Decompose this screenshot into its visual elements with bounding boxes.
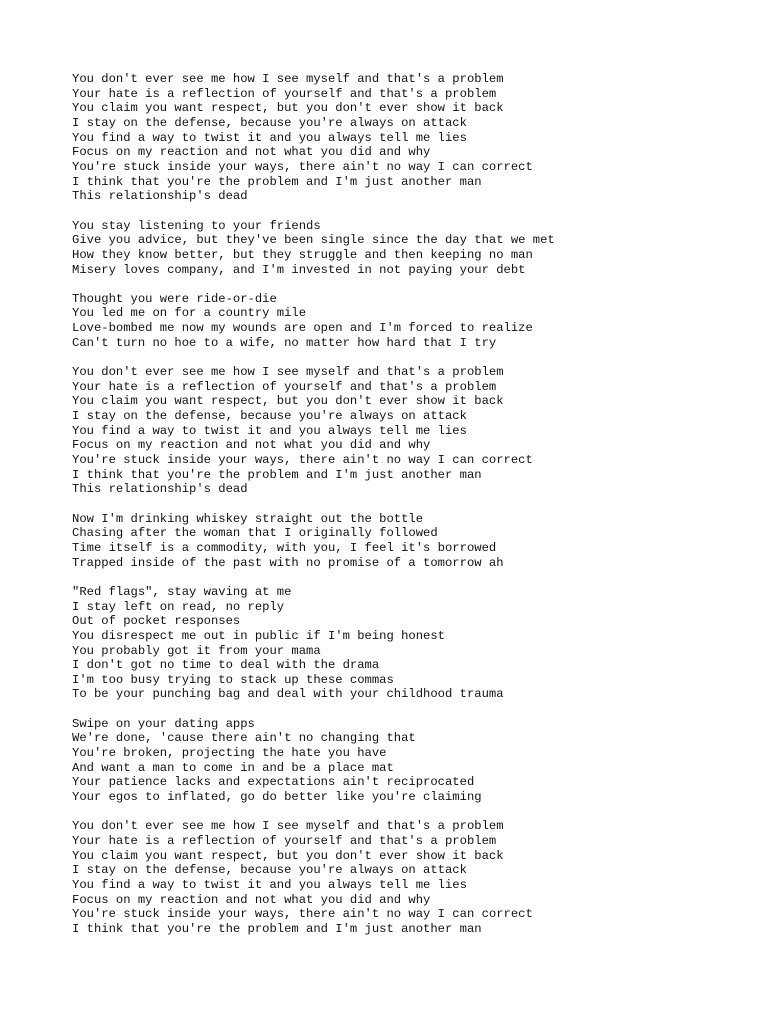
lyric-line: Trapped inside of the past with no promise of a tomorrow ah [72,555,504,570]
lyric-line: You find a way to twist it and you always tell me lies [72,423,467,438]
lyric-line: And want a man to come in and be a place mat [72,760,394,775]
lyric-line: Swipe on your dating apps [72,716,255,731]
lyric-line: "Red flags", stay waving at me [72,584,292,599]
lyric-line: We're done, 'cause there ain't no changing that [72,731,416,746]
lyric-line: Thought you were ride-or-die [72,291,277,306]
lyric-line: I stay on the defense, because you're always on attack [72,863,467,878]
lyric-line: You stay listening to your friends [72,218,321,233]
lyric-line: How they know better, but they struggle and then keeping no man [72,247,533,262]
lyric-line: You claim you want respect, but you don't ever show it back [72,848,504,863]
lyric-line: You disrespect me out in public if I'm being honest [72,628,445,643]
lyric-line: This relationship's dead [72,189,248,204]
lyric-line: Your hate is a reflection of yourself and that's a problem [72,379,497,394]
lyric-line: I don't got no time to deal with the drama [72,658,380,673]
lyric-line: You find a way to twist it and you always tell me lies [72,877,467,892]
lyric-line: You find a way to twist it and you always tell me lies [72,130,467,145]
stanza [72,512,752,571]
lyric-line: You're stuck inside your ways, there ain't no way I can correct [72,907,533,922]
stanza [72,292,752,351]
lyric-line: I stay on the defense, because you're always on attack [72,115,467,130]
lyric-line: You led me on for a country mile [72,306,307,321]
lyric-line: Your hate is a reflection of yourself and that's a problem [72,86,497,101]
lyric-line: Love-bombed me now my wounds are open and I'm forced to realize [72,321,533,336]
lyric-line: Your hate is a reflection of yourself and that's a problem [72,834,497,849]
lyric-line: You don't ever see me how I see myself and that's a problem [72,819,504,834]
stanza [72,219,752,278]
lyric-line: I stay on the defense, because you're always on attack [72,409,467,424]
lyric-line: You're stuck inside your ways, there ain't no way I can correct [72,159,533,174]
lyric-line: I think that you're the problem and I'm just another man [72,467,482,482]
lyric-line: Focus on my reaction and not what you did and why [72,438,431,453]
lyric-line: Out of pocket responses [72,614,241,629]
lyric-line: Give you advice, but they've been single since the day that we met [72,233,555,248]
lyric-line: You probably got it from your mama [72,643,321,658]
lyric-line: Can't turn no hoe to a wife, no matter how hard that I try [72,335,497,350]
lyric-line: I think that you're the problem and I'm just another man [72,174,482,189]
lyric-line: Time itself is a commodity, with you, I feel it's borrowed [72,540,497,555]
lyric-line: Misery loves company, and I'm invested in not paying your debt [72,262,526,277]
lyric-line: Now I'm drinking whiskey straight out the bottle [72,511,424,526]
lyric-line: You don't ever see me how I see myself and that's a problem [72,72,504,86]
stanza [72,717,752,805]
lyric-line: I stay left on read, no reply [72,599,285,614]
stanza [72,585,752,702]
lyric-line: This relationship's dead [72,482,248,497]
lyric-line: You're stuck inside your ways, there ain't no way I can correct [72,453,533,468]
lyric-line: Your egos to inflated, go do better like you're claiming [72,790,482,805]
lyric-line: I think that you're the problem and I'm just another man [72,921,482,936]
lyric-line: I'm too busy trying to stack up these commas [72,672,394,687]
lyric-line: You claim you want respect, but you don't ever show it back [72,394,504,409]
lyric-line: To be your punching bag and deal with your childhood trauma [72,687,504,702]
stanza [72,365,752,497]
lyric-line: You claim you want respect, but you don't ever show it back [72,101,504,116]
lyric-line: Focus on my reaction and not what you did and why [72,145,431,160]
stanza [72,819,752,936]
lyrics-body [72,72,752,937]
lyric-line: Focus on my reaction and not what you did and why [72,892,431,907]
stanza [72,72,752,204]
lyric-line: You're broken, projecting the hate you have [72,746,387,761]
lyric-line: Your patience lacks and expectations ain't reciprocated [72,775,475,790]
lyric-line: You don't ever see me how I see myself and that's a problem [72,365,504,380]
document-page [72,72,752,937]
lyric-line: Chasing after the woman that I originally followed [72,526,438,541]
